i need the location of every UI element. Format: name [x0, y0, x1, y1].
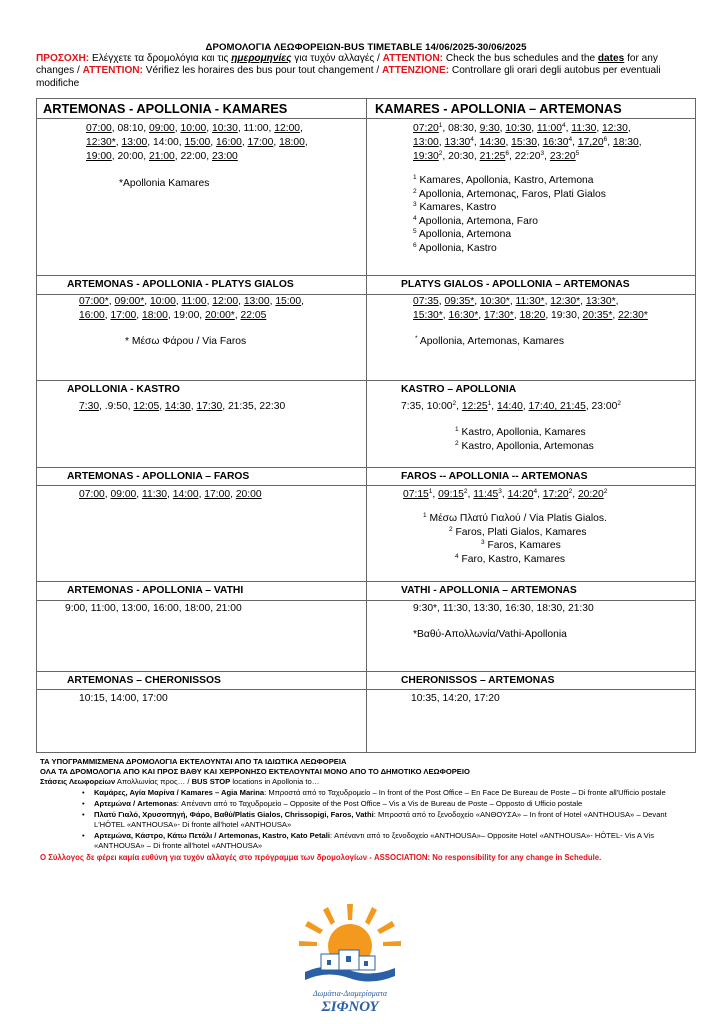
route-vathi-artemonas: [401, 584, 693, 642]
association-logo: [297, 898, 403, 1016]
times-line: 13:00, $13:30^4$, 14:30, 15:30, $16:30^4$, 17,20$^6$, 18:30,: [413, 136, 642, 148]
notice-en-text: Check the bus schedules and the: [443, 53, 598, 64]
footnote: $^5$ Apollonia, Artemona: [413, 228, 512, 241]
route-note: * Μέσω Φάρου / Via Faros: [125, 336, 247, 347]
route-footnotes: [423, 512, 693, 566]
route-title: ARTEMONAS - APOLLONIA – VATHI: [67, 585, 244, 596]
footnote: $^1$ Kastro, Apollonia, Kamares: [455, 426, 586, 438]
route-kastro-apollonia: [401, 383, 693, 453]
route-title: APOLLONIA - KASTRO: [67, 384, 180, 395]
route-platys-gialos-artemonas: [401, 278, 693, 349]
times-line: $19:30^2$, 20:30, $21:25^6$, $22:20^3$, $23:20^5$: [413, 150, 580, 162]
route-title: ARTEMONAS - APOLLONIA - KAMARES: [43, 101, 288, 116]
route-footnotes: [455, 426, 693, 453]
times-line: 12:30*, 13:00, 14:00, 15:00, 16:00, 17:00, 18:00,: [86, 137, 308, 148]
route-title: FAROS -- APOLLONIA -- ARTEMONAS: [401, 471, 588, 482]
route-title: PLATYS GIALOS - APOLLONIA – ARTEMONAS: [401, 279, 630, 290]
footer-line-municipal: ΟΛΑ ΤΑ ΔΡΟΜΟΛΟΓΙΑ ΑΠΟ ΚΑΙ ΠΡΟΣ ΒΑΘΥ ΚΑΙ ΧΕΡΡΟΝΗΣΟ ΕΚΤΕΛΟΥΝΤΑΙ ΜΟΝΟ ΑΠΟ ΤΟ ΔΗΜΟΤΙΚΟ ΛΕΩΦΟΡΕΙΟ: [40, 767, 470, 776]
route-artemonas-vathi: [67, 584, 363, 616]
sun-houses-icon: [297, 898, 403, 1016]
timetable-grid: [36, 98, 696, 753]
page-title: ΔΡΟΜΟΛΟΓΙΑ ΛΕΩΦΟΡΕΙΩΝ-BUS TIMETABLE 14/06/2025-30/06/2025: [205, 42, 527, 53]
times-line: 19:00, 20:00, 21:00, 22:00, 23:00: [86, 151, 238, 162]
route-title: ARTEMONAS - APOLLONIA – FAROS: [67, 471, 250, 482]
route-title: VATHI - APOLLONIA – ARTEMONAS: [401, 585, 577, 596]
notice-gr-label: ΠΡΟΣΟΧΗ:: [36, 53, 90, 64]
notice-en-text-2: for any changes /: [36, 53, 658, 77]
column-divider: [366, 99, 367, 752]
notice-en-label: ATTENTION:: [382, 53, 444, 64]
footnote: $^1$ Kamares, Apollonia, Kastro, Artemona: [413, 174, 594, 186]
bullet-icon: •: [82, 831, 85, 840]
times-line: 07:35, 09:35*, 10:30*, 11:30*, 12:30*, 13:30*,: [413, 296, 619, 307]
schedule-times: 10:15, 14:00, 17:00: [79, 693, 168, 704]
schedule-times: 9:00, 11:00, 13:00, 16:00, 18:00, 21:00: [65, 603, 242, 614]
route-footnotes: [413, 174, 691, 256]
footnote: $^4$ Apollonia, Artemona, Faro: [413, 214, 538, 227]
disclaimer: Ο Σύλλογος δε φέρει καμία ευθύνη για τυχόν αλλαγές στο πρόγραμμα των δρομολογίων - ASSOCIATION: No responsibility for any change in Schedule.: [40, 853, 602, 862]
bullet-icon: •: [82, 799, 85, 808]
schedule-times: [401, 400, 693, 414]
route-note: *Βαθύ-Απολλωνία/Vathi-Apollonia: [413, 629, 567, 640]
footnote: $^3$ Kamares, Kastro: [413, 201, 497, 214]
times-line: 15:30*, 16:30*, 17:30*, 18:20, 19:30, 20:35*, 22:30*: [413, 310, 648, 321]
schedule-times: [413, 122, 691, 164]
schedule-times: [413, 295, 693, 323]
row-divider: [37, 467, 695, 468]
route-faros-artemonas: [401, 470, 693, 566]
route-title: ARTEMONAS - APOLLONIA - PLATYS GIALOS: [67, 279, 294, 290]
schedule-times: [86, 122, 361, 164]
bus-stops-list: [82, 788, 690, 851]
route-artemonas-cheronissos: [67, 674, 363, 706]
notice-fr-label: ATTENTION:: [82, 65, 143, 77]
schedule-times: [79, 400, 363, 414]
times-line: 7:30, .9:50, 12:05, 14:30, 17:30, 21:35, 22:30: [79, 401, 286, 412]
notice-gr-emphasis: ημερομηνίες: [231, 53, 292, 64]
route-title: ARTEMONAS – CHERONISSOS: [67, 675, 221, 686]
route-kamares-artemonas: [373, 101, 691, 256]
bus-stop-item: • Αρτεμώνα, Κάστρο, Κάτω Πετάλι / Artemonas, Kastro, Kato Petali: Απέναντι από το ξενοδοχείο «ANTHOUSA»– Opposite Hotel «ANTHOUSA»- HÔTEL- Vis A Vis «ANTHOUSA» – Di fronte all'hotel «ANTHOUSA»: [82, 831, 655, 850]
notice-gr-text-2: για τυχόν αλλαγές /: [291, 53, 383, 64]
footnote: $^2$ Faros, Plati Gialos, Kamares: [449, 525, 587, 538]
logo-text-top: Δωμάτια-Διαμερίσματα: [312, 989, 388, 998]
notice-it-text: Controllare gli orari degli autobus per eventuali modifiche: [36, 65, 661, 89]
bus-stop-item: • Αρτεμώνα / Artemonas: Απέναντι από το Ταχυδρομείο – Opposite of the Post Office – Vis a Vis de Bureau de Poste – Opposto di Ufficio postale: [82, 799, 583, 808]
schedule-times: 9:30*, 11:30, 13:30, 16:30, 18:30, 21:30: [413, 603, 594, 614]
route-title: CHERONISSOS – ARTEMONAS: [401, 675, 555, 686]
times-line: $07:15^1$, $09:15^2$, $11:45^3$, $14:20^4$, $17:20^2$, $20:20^2$: [403, 488, 608, 500]
footnote: $^2$ Kastro, Apollonia, Artemonas: [455, 439, 594, 452]
route-artemonas-kamares: [43, 101, 361, 191]
notice-gr-text: Ελέγχετε τα δρομολόγια και τις: [89, 53, 232, 64]
footnote: $^3$ Faros, Kamares: [481, 539, 561, 552]
times-line: $07:20^1$, 08:30, 9:30, 10:30, $11:00^4$, 11:30, 12:30,: [413, 122, 631, 134]
route-apollonia-kastro: [67, 383, 363, 414]
row-divider: [37, 581, 695, 582]
bullet-icon: •: [82, 788, 85, 797]
bus-stop-item: • Πλατύ Γιαλό, Χρυσοπηγή, Φάρο, Βαθύ/Platis Gialos, Chrissopigi, Faros, Vathi: Μπροστά από το ξενοδοχείο «ΑΝΘΟΥΣΑ» – In front of Hotel «ANTHOUSA» – Devant L'HÔTEL «ANTHOUSA»- Di fronte all'hotel «ANTHOUSA»: [82, 810, 667, 829]
footnote: $^2$ Apollonia, Artemonaς, Faros, Plati Gialos: [413, 187, 606, 200]
route-cheronissos-artemonas: [401, 674, 693, 706]
route-note: *Apollonia Kamares: [119, 178, 210, 189]
schedule-times: [403, 488, 693, 502]
schedule-times: [79, 295, 363, 323]
row-divider: [37, 671, 695, 672]
times-line: 07:00, 08:10, 09:00, 10:00, 10:30, 11:00, 12:00,: [86, 123, 303, 134]
route-title: KASTRO – APOLLONIA: [401, 384, 517, 395]
route-note: * Apollonia, Artemonas, Kamares: [415, 335, 565, 347]
footnote: $^4$ Faro, Kastro, Kamares: [455, 552, 566, 565]
row-divider: [37, 380, 695, 381]
times-line: 16:00, 17:00, 18:00, 19:00, 20:00*, 22:05: [79, 310, 267, 321]
bus-stop-item: • Καμάρες, Αγία Μαρίνα / Kamares – Agia Marina: Μπροστά από το Ταχυδρομείο – In front of the Post Office – En Face De Bureau de Poste – Di fronte all'Ufficio postale: [82, 788, 666, 797]
route-artemonas-platys-gialos: [67, 278, 363, 349]
footnote: $^1$ Μέσω Πλατύ Γιαλού / Via Platis Gialos.: [423, 512, 607, 524]
route-title: KAMARES - APOLLONIA – ARTEMONAS: [375, 101, 622, 116]
times-line: 7:35, $10:00^2$, $12:25^1$, 14:40, 17:40, 21:45, $23:00^2$: [401, 400, 621, 412]
notice-fr-text: Vérifiez les horaires des bus pour tout changement /: [142, 65, 382, 77]
logo-text-bottom: ΣΙΦΝΟΥ: [321, 999, 379, 1015]
row-divider: [37, 275, 695, 276]
schedule-times: 10:35, 14:20, 17:20: [411, 693, 500, 704]
footnote: $^6$ Apollonia, Kastro: [413, 241, 497, 254]
footer-info: [40, 757, 690, 863]
times-line: 07:00*, 09:00*, 10:00, 11:00, 12:00, 13:00, 15:00,: [79, 296, 304, 307]
times-line: 07:00, 09:00, 11:30, 14:00, 17:00, 20:00: [79, 489, 262, 500]
notice-en-emphasis: dates: [597, 53, 625, 64]
schedule-times: [79, 488, 363, 502]
route-artemonas-faros: [67, 470, 363, 502]
attention-notice: [36, 53, 698, 90]
footer-line-private: ΤΑ ΥΠΟΓΡΑΜΜΙΣΜΕΝΑ ΔΡΟΜΟΛΟΓΙΑ ΕΚΤΕΛΟΥΝΤΑΙ ΑΠΟ ΤΑ ΙΔΙΩΤΙΚΑ ΛΕΩΦΟΡΕΙΑ: [40, 757, 347, 766]
notice-it-label: ATTENZIONE:: [381, 65, 450, 77]
bullet-icon: •: [82, 810, 85, 819]
bus-stops-heading: Στάσεις Λεωφορείων Απολλωνίας προς… / BUS STOP locations in Apollonia to…: [40, 777, 320, 786]
